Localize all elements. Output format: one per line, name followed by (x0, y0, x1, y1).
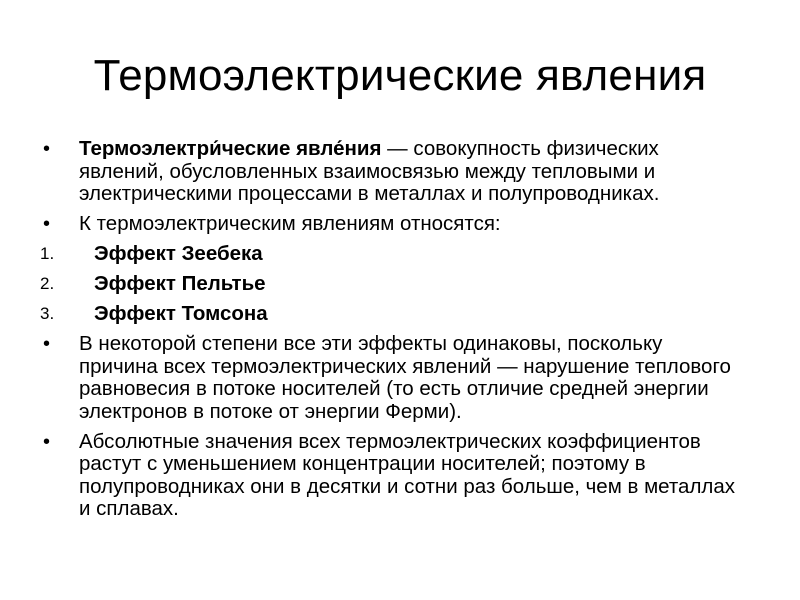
list-number: 3. (40, 304, 55, 323)
effect-label: Эффект Зеебека (94, 242, 263, 265)
bullet-item-cause (40, 333, 740, 423)
effect-label: Эффект Пельтье (94, 272, 266, 295)
bullet-marker: • (43, 333, 51, 355)
list-number: 2. (40, 274, 55, 293)
numbered-item-thomson (40, 303, 740, 326)
slide-content (40, 138, 740, 528)
belongs-text: К термоэлектрическим явлениям относятся: (79, 212, 501, 235)
coefficients-text: Абсолютные значения всех термоэлектрических коэффициентов растут с уменьшением концентрации носителей; поэтому в полупроводниках они в десятки и сотни раз больше, чем в металлах и сплавах. (79, 429, 736, 520)
numbered-item-seebeck (40, 243, 740, 266)
slide-title: Термоэлектрические явления (93, 51, 707, 100)
bullet-marker: • (43, 430, 51, 453)
bullet-item-coefficients (40, 431, 740, 521)
numbered-item-peltier (40, 273, 740, 296)
bullet-item-belongs (40, 213, 740, 236)
bullet-marker: • (43, 138, 51, 160)
bullet-item-definition (40, 138, 740, 206)
definition-text (79, 137, 659, 205)
list-number: 1. (40, 244, 55, 263)
effect-label: Эффект Томсона (94, 302, 268, 325)
bullet-marker: • (43, 213, 51, 235)
cause-text: В некоторой степени все эти эффекты одинаковы, поскольку причина всех термоэлектрических явлений — нарушение теплового равновесия в потоке носителей (то есть отличие средней энергии электронов в потоке от энергии Ферми). (79, 332, 731, 423)
definition-body: — совокупность физических явлений, обусловленных взаимосвязью между тепловыми и электрическими процессами в металлах и полупроводниках. (79, 137, 660, 205)
definition-term: Термоэлектри́ческие явле́ния (79, 137, 382, 160)
